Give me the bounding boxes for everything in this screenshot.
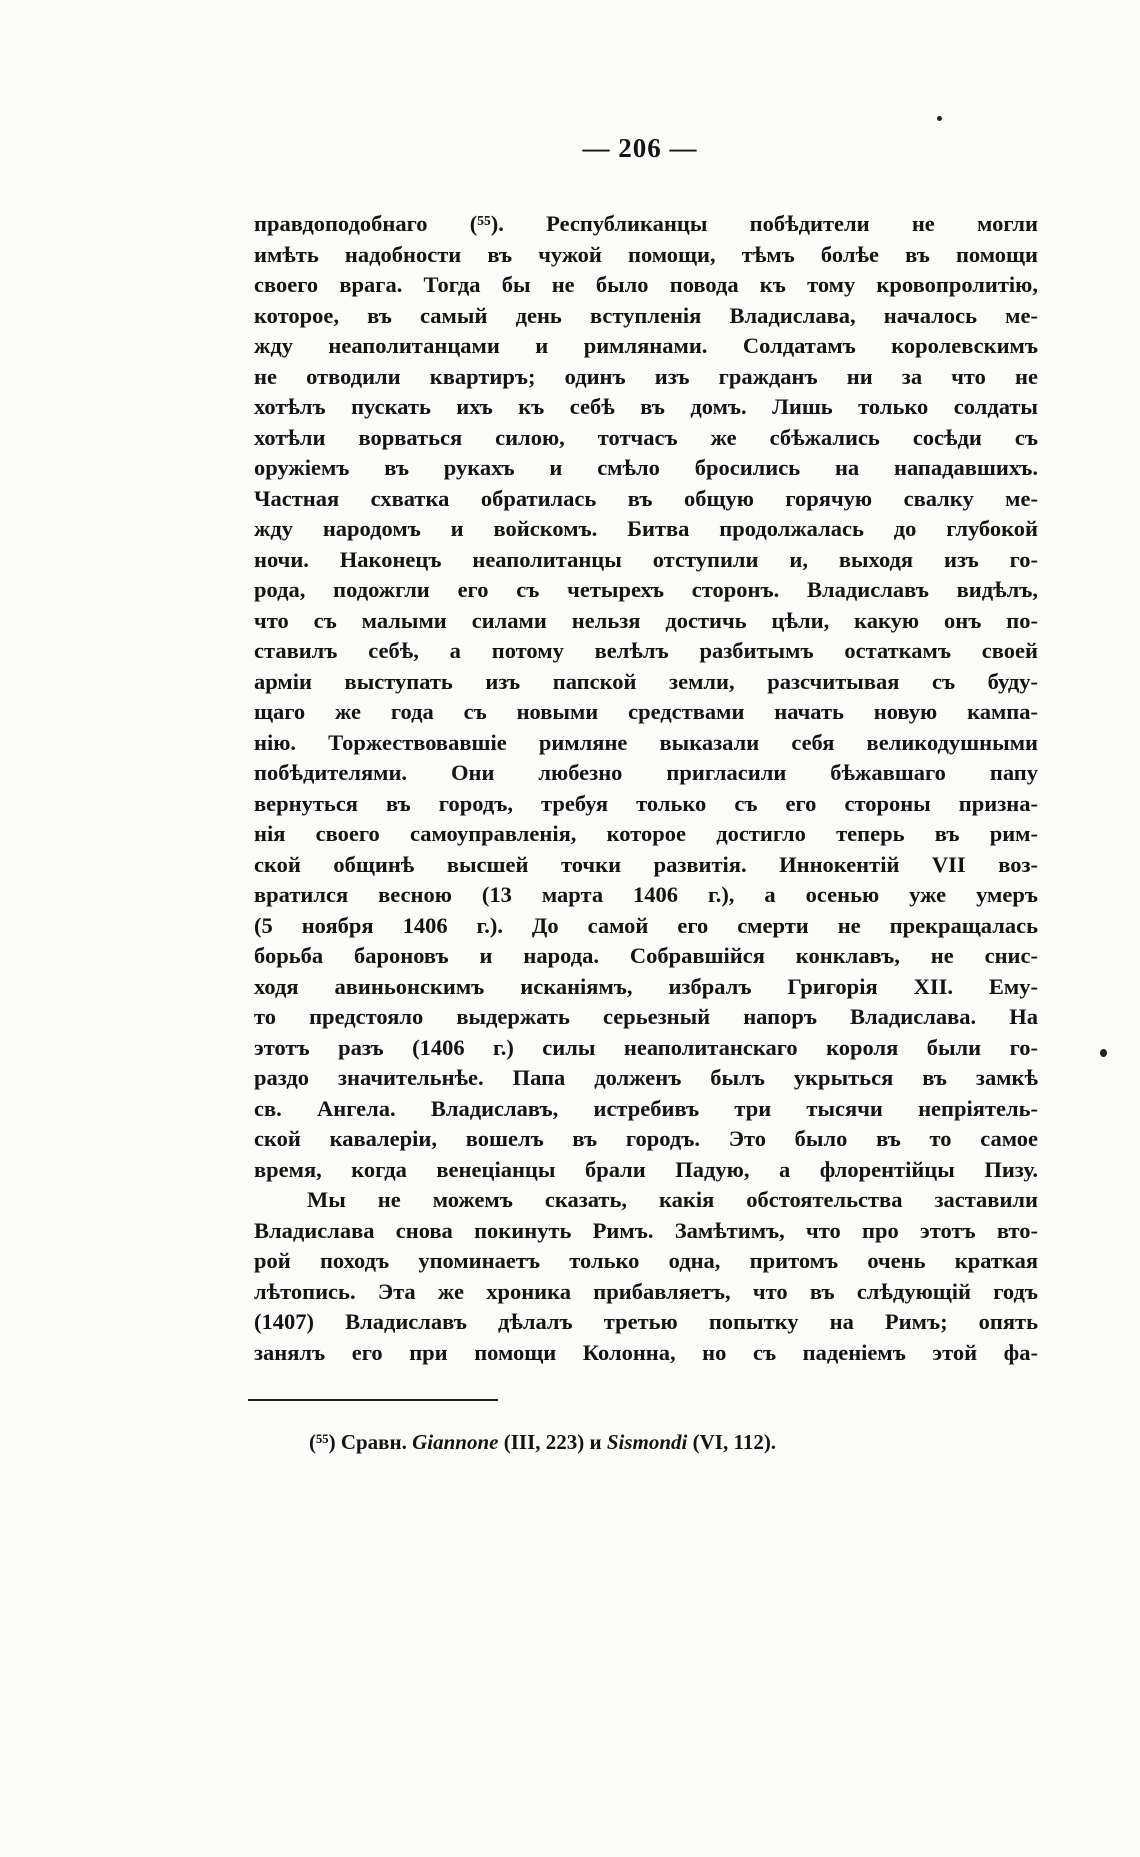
page-number: — 206 — [582, 133, 698, 163]
text-line: имѣть надобности въ чужой помощи, тѣмъ болѣе въ помощи [254, 241, 1038, 267]
footnote-marker: (⁵⁵) [309, 1430, 336, 1454]
text-line: правдоподобнаго (⁵⁵). Республиканцы побѣдители не могли [254, 211, 1038, 236]
scan-speck [1100, 1049, 1107, 1057]
text-line: раздо значительнѣе. Папа долженъ былъ укрыться въ замкѣ [254, 1065, 1038, 1090]
text-line: своего врага. Тогда бы не было повода къ тому кровопролитію, [254, 272, 1038, 297]
text-line: рой походъ упоминаетъ только одна, притомъ очень краткая [254, 1248, 1038, 1273]
text-line: Владислава снова покинуть Римъ. Замѣтимъ, что про этотъ вто- [254, 1217, 1038, 1243]
text-line: то предстояло выдержать серьезный напоръ Владислава. На [254, 1004, 1038, 1029]
body-text [254, 209, 1038, 1368]
text-line: борьба бароновъ и народа. Собравшійся конклавъ, не снис- [254, 943, 1038, 968]
text-line: не отводили квартиръ; одинъ изъ гражданъ ни за что не [254, 363, 1038, 389]
text-line-paragraph-start: Мы не можемъ сказать, какія обстоятельства заставили [307, 1187, 1038, 1212]
text-line: ской кавалеріи, вошелъ въ городъ. Это было въ то самое [254, 1126, 1038, 1151]
scan-speck [937, 116, 942, 121]
footnote-prefix: Сравн. [340, 1430, 407, 1454]
text-line: нія своего самоуправленія, которое достигло теперь въ рим- [254, 821, 1038, 846]
text-line: (1407) Владиславъ дѣлалъ третью попытку на Римъ; опять [254, 1309, 1038, 1334]
text-line: что съ малыми силами нельзя достичь цѣли, какую онъ по- [254, 607, 1038, 633]
text-line: арміи выступать изъ папской земли, разсчитывая съ буду- [254, 668, 1038, 694]
text-line: занялъ его при помощи Колонна, но съ паденіемъ этой фа- [254, 1339, 1038, 1365]
text-line: ставилъ себѣ, а потому велѣлъ разбитымъ остаткамъ своей [254, 638, 1038, 663]
footnote-author: Giannone [412, 1430, 499, 1454]
text-line: оружіемъ въ рукахъ и смѣло бросились на нападавшихъ. [254, 455, 1038, 480]
text-line: вернуться въ городъ, требуя только съ его стороны призна- [254, 790, 1038, 816]
footnote-divider [248, 1399, 498, 1401]
text-line: ской общинѣ высшей точки развитія. Иннокентій VII воз- [254, 851, 1038, 877]
text-line: ходя авиньонскимъ исканіямъ, избралъ Григорія XII. Ему- [254, 973, 1038, 999]
text-line: хотѣлъ пускать ихъ къ себѣ въ домъ. Лишь только солдаты [254, 394, 1038, 419]
text-line: которое, въ самый день вступленія Владислава, началось ме- [254, 302, 1038, 328]
footnote-reference: (VI, 112). [692, 1430, 777, 1454]
text-line: ночи. Наконецъ неаполитанцы отступили и, выходя изъ го- [254, 546, 1038, 572]
footnote-reference: (III, 223) и [503, 1430, 602, 1454]
text-line: этотъ разъ (1406 г.) силы неаполитанскаго короля были го- [254, 1034, 1038, 1060]
text-line: (5 ноября 1406 г.). До самой его смерти не прекращалась [254, 912, 1038, 938]
text-line: жду неаполитанцами и римлянами. Солдатамъ королевскимъ [254, 333, 1038, 358]
footnote [309, 1428, 1009, 1456]
text-line: Частная схватка обратилась въ общую горячую свалку ме- [254, 485, 1038, 511]
text-line: рода, подожгли его съ четырехъ сторонъ. Владиславъ видѣлъ, [254, 577, 1038, 602]
text-line: вратился весною (13 марта 1406 г.), а осенью уже умеръ [254, 882, 1038, 907]
text-line: св. Ангела. Владиславъ, истребивъ три тысячи непріятель- [254, 1095, 1038, 1121]
text-line: время, когда венеціанцы брали Падую, а флорентійцы Пизу. [254, 1156, 1038, 1182]
text-line: жду народомъ и войскомъ. Битва продолжалась до глубокой [254, 516, 1038, 541]
text-line: нію. Торжествовавшіе римляне выказали себя великодушными [254, 729, 1038, 755]
text-line: щаго же года съ новыми средствами начать новую кампа- [254, 699, 1038, 724]
text-line: хотѣли ворваться силою, тотчасъ же сбѣжались сосѣди съ [254, 424, 1038, 450]
footnote-author: Sismondi [606, 1430, 688, 1454]
text-line: побѣдителями. Они любезно пригласили бѣжавшаго папу [254, 760, 1038, 785]
text-line: лѣтопись. Эта же хроника прибавляетъ, что въ слѣдующій годъ [254, 1278, 1038, 1304]
